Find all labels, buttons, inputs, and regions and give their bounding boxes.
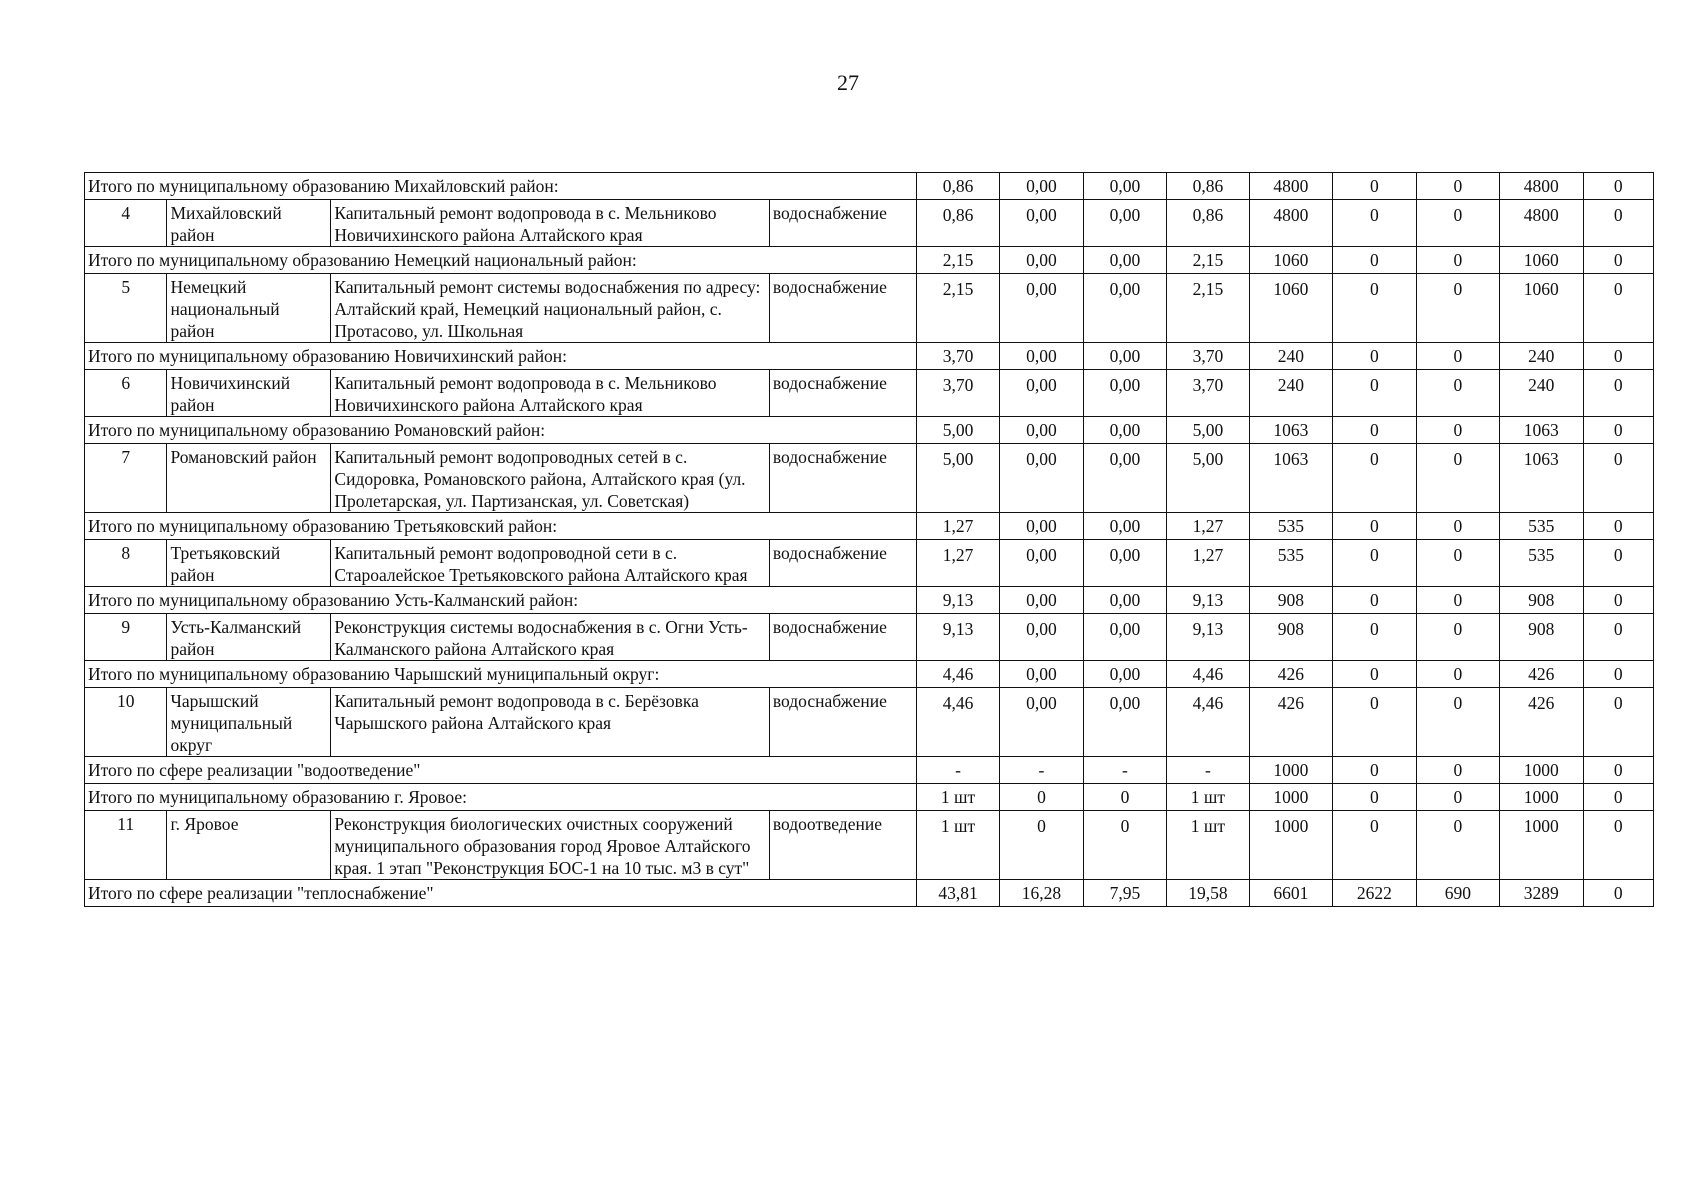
row-number: 7 — [85, 444, 167, 513]
total-label: Итого по муниципальному образованию Чарышский муниципальный округ: — [85, 661, 917, 688]
district-name: Михайловский район — [167, 200, 331, 247]
value-cell: 4800 — [1249, 200, 1332, 247]
value-cell: 0 — [1583, 614, 1653, 661]
sphere-name: водоснабжение — [769, 200, 916, 247]
value-cell: 240 — [1249, 343, 1332, 370]
value-cell: 0,00 — [1000, 513, 1083, 540]
value-cell: 1,27 — [916, 540, 999, 587]
value-cell: 0,86 — [1167, 173, 1249, 200]
value-cell: 0 — [1333, 247, 1416, 274]
value-cell: 1060 — [1249, 247, 1332, 274]
value-cell: 535 — [1500, 540, 1583, 587]
value-cell: 4,46 — [1167, 661, 1249, 688]
value-cell: 908 — [1500, 614, 1583, 661]
value-cell: 1000 — [1249, 784, 1332, 811]
value-cell: 0 — [1333, 343, 1416, 370]
district-name: Третьяковский район — [167, 540, 331, 587]
value-cell: 0 — [1583, 880, 1653, 907]
sphere-name: водоснабжение — [769, 688, 916, 757]
value-cell: 0 — [1333, 688, 1416, 757]
project-row — [85, 688, 1654, 757]
row-number: 4 — [85, 200, 167, 247]
row-number: 5 — [85, 274, 167, 343]
value-cell: 535 — [1249, 513, 1332, 540]
value-cell: 0 — [1416, 417, 1499, 444]
total-label: Итого по муниципальному образованию Новичихинский район: — [85, 343, 917, 370]
district-name: Новичихинский район — [167, 370, 331, 417]
row-number: 8 — [85, 540, 167, 587]
value-cell: 0 — [1416, 614, 1499, 661]
project-row — [85, 274, 1654, 343]
value-cell: 0 — [1083, 784, 1166, 811]
value-cell: 1 шт — [916, 784, 999, 811]
value-cell: 2,15 — [916, 274, 999, 343]
value-cell: 3289 — [1500, 880, 1583, 907]
total-label: Итого по сфере реализации "водоотведение" — [85, 757, 917, 784]
value-cell: 0 — [1583, 247, 1653, 274]
value-cell: 1,27 — [1167, 513, 1249, 540]
value-cell: 0 — [1333, 757, 1416, 784]
value-cell: 4,46 — [1167, 688, 1249, 757]
value-cell: 2,15 — [916, 247, 999, 274]
value-cell: 0,00 — [1000, 417, 1083, 444]
value-cell: 1063 — [1500, 417, 1583, 444]
value-cell: 0,00 — [1083, 614, 1166, 661]
total-row — [85, 661, 1654, 688]
value-cell: 0,00 — [1083, 540, 1166, 587]
value-cell: 0,00 — [1083, 587, 1166, 614]
total-row — [85, 513, 1654, 540]
value-cell: 1060 — [1249, 274, 1332, 343]
project-description: Капитальный ремонт водопровода в с. Берёзовка Чарышского района Алтайского края — [331, 688, 770, 757]
total-row — [85, 784, 1654, 811]
value-cell: 0 — [1416, 444, 1499, 513]
row-number: 10 — [85, 688, 167, 757]
value-cell: 43,81 — [916, 880, 999, 907]
value-cell: 4800 — [1249, 173, 1332, 200]
total-row — [85, 587, 1654, 614]
value-cell: 0,00 — [1000, 587, 1083, 614]
value-cell: 0 — [1333, 661, 1416, 688]
sphere-name: водоснабжение — [769, 614, 916, 661]
total-row — [85, 173, 1654, 200]
row-number: 11 — [85, 811, 167, 880]
value-cell: - — [1167, 757, 1249, 784]
value-cell: 0 — [1333, 417, 1416, 444]
total-label: Итого по муниципальному образованию Романовский район: — [85, 417, 917, 444]
value-cell: 5,00 — [1167, 444, 1249, 513]
value-cell: 1063 — [1249, 444, 1332, 513]
value-cell: 3,70 — [1167, 370, 1249, 417]
value-cell: 1,27 — [1167, 540, 1249, 587]
value-cell: 9,13 — [916, 587, 999, 614]
value-cell: 0 — [1333, 513, 1416, 540]
value-cell: 1000 — [1249, 757, 1332, 784]
value-cell: 0 — [1416, 247, 1499, 274]
value-cell: 0 — [1583, 370, 1653, 417]
district-name: Усть-Калманский район — [167, 614, 331, 661]
value-cell: - — [1000, 757, 1083, 784]
value-cell: 426 — [1500, 688, 1583, 757]
value-cell: 0,00 — [1083, 343, 1166, 370]
value-cell: 4,46 — [916, 688, 999, 757]
value-cell: 0,00 — [1000, 200, 1083, 247]
value-cell: 0,00 — [1083, 247, 1166, 274]
value-cell: - — [1083, 757, 1166, 784]
value-cell: 0,00 — [1083, 200, 1166, 247]
value-cell: 2,15 — [1167, 274, 1249, 343]
value-cell: 0 — [1416, 757, 1499, 784]
value-cell: 0 — [1583, 757, 1653, 784]
value-cell: 1063 — [1249, 417, 1332, 444]
project-row — [85, 614, 1654, 661]
value-cell: 0 — [1416, 811, 1499, 880]
value-cell: 0 — [1583, 200, 1653, 247]
value-cell: 240 — [1500, 343, 1583, 370]
value-cell: 2,15 — [1167, 247, 1249, 274]
district-name: г. Яровое — [167, 811, 331, 880]
project-description: Реконструкция биологических очистных сооружений муниципального образования город Яровое Алтайского края. 1 этап "Реконструкция БОС-1 на 10 тыс. м3 в сут" — [331, 811, 770, 880]
value-cell: 690 — [1416, 880, 1499, 907]
value-cell: 535 — [1500, 513, 1583, 540]
value-cell: 0 — [1583, 811, 1653, 880]
value-cell: 0 — [1333, 274, 1416, 343]
value-cell: 1000 — [1500, 784, 1583, 811]
project-description: Капитальный ремонт системы водоснабжения по адресу: Алтайский край, Немецкий национальный район, с. Протасово, ул. Школьная — [331, 274, 770, 343]
district-name: Чарышский муниципальный округ — [167, 688, 331, 757]
value-cell: 0 — [1333, 784, 1416, 811]
value-cell: 0,00 — [1000, 688, 1083, 757]
value-cell: 1 шт — [1167, 811, 1249, 880]
value-cell: 240 — [1249, 370, 1332, 417]
value-cell: 908 — [1500, 587, 1583, 614]
value-cell: 0,00 — [1083, 417, 1166, 444]
value-cell: 3,70 — [916, 370, 999, 417]
value-cell: 1 шт — [1167, 784, 1249, 811]
total-row — [85, 343, 1654, 370]
value-cell: 0 — [1333, 370, 1416, 417]
value-cell: 0 — [1416, 343, 1499, 370]
sphere-name: водоснабжение — [769, 540, 916, 587]
value-cell: 3,70 — [916, 343, 999, 370]
total-label: Итого по муниципальному образованию Третьяковский район: — [85, 513, 917, 540]
value-cell: 5,00 — [1167, 417, 1249, 444]
project-description: Капитальный ремонт водопровода в с. Мельниково Новичихинского района Алтайского края — [331, 370, 770, 417]
value-cell: 0 — [1583, 540, 1653, 587]
value-cell: 0 — [1583, 274, 1653, 343]
project-row — [85, 540, 1654, 587]
value-cell: 1,27 — [916, 513, 999, 540]
value-cell: 0 — [1416, 661, 1499, 688]
value-cell: 0,00 — [1000, 444, 1083, 513]
value-cell: 3,70 — [1167, 343, 1249, 370]
value-cell: 426 — [1500, 661, 1583, 688]
sphere-name: водоснабжение — [769, 274, 916, 343]
value-cell: 0 — [1416, 200, 1499, 247]
value-cell: 0 — [1000, 811, 1083, 880]
value-cell: 0,00 — [1000, 540, 1083, 587]
value-cell: 0 — [1000, 784, 1083, 811]
value-cell: 535 — [1249, 540, 1332, 587]
value-cell: 240 — [1500, 370, 1583, 417]
value-cell: 9,13 — [1167, 587, 1249, 614]
value-cell: 1000 — [1249, 811, 1332, 880]
value-cell: 16,28 — [1000, 880, 1083, 907]
investment-program-table — [84, 172, 1654, 907]
project-description: Капитальный ремонт водопроводной сети в с. Староалейское Третьяковского района Алтайского края — [331, 540, 770, 587]
value-cell: 0 — [1583, 417, 1653, 444]
total-row — [85, 880, 1654, 907]
value-cell: 908 — [1249, 587, 1332, 614]
value-cell: 0 — [1583, 661, 1653, 688]
project-description: Реконструкция системы водоснабжения в с. Огни Усть-Калманского района Алтайского края — [331, 614, 770, 661]
row-number: 6 — [85, 370, 167, 417]
district-name: Романовский район — [167, 444, 331, 513]
value-cell: 0,00 — [1000, 173, 1083, 200]
value-cell: 0,00 — [1083, 444, 1166, 513]
value-cell: 9,13 — [1167, 614, 1249, 661]
value-cell: 6601 — [1249, 880, 1332, 907]
value-cell: 5,00 — [916, 417, 999, 444]
total-row — [85, 417, 1654, 444]
total-label: Итого по сфере реализации "теплоснабжение" — [85, 880, 917, 907]
value-cell: 0 — [1583, 343, 1653, 370]
district-name: Немецкий национальный район — [167, 274, 331, 343]
value-cell: 0 — [1083, 811, 1166, 880]
value-cell: 0,86 — [916, 173, 999, 200]
value-cell: 0 — [1416, 540, 1499, 587]
total-row — [85, 757, 1654, 784]
project-row — [85, 200, 1654, 247]
value-cell: 0 — [1416, 784, 1499, 811]
value-cell: 0,00 — [1083, 688, 1166, 757]
value-cell: 0,00 — [1083, 513, 1166, 540]
project-row — [85, 444, 1654, 513]
value-cell: 0 — [1583, 513, 1653, 540]
value-cell: 0 — [1333, 811, 1416, 880]
value-cell: 0 — [1416, 688, 1499, 757]
value-cell: 0,00 — [1000, 274, 1083, 343]
value-cell: 0 — [1333, 200, 1416, 247]
value-cell: 0,00 — [1083, 173, 1166, 200]
value-cell: 0 — [1333, 614, 1416, 661]
value-cell: 2622 — [1333, 880, 1416, 907]
value-cell: 0 — [1333, 444, 1416, 513]
value-cell: 0,00 — [1083, 274, 1166, 343]
total-label: Итого по муниципальному образованию Усть-Калманский район: — [85, 587, 917, 614]
project-description: Капитальный ремонт водопроводных сетей в с. Сидоровка, Романовского района, Алтайского края (ул. Пролетарская, ул. Партизанская, ул. Советская) — [331, 444, 770, 513]
value-cell: 0,00 — [1083, 661, 1166, 688]
value-cell: 0 — [1416, 274, 1499, 343]
value-cell: 0,00 — [1083, 370, 1166, 417]
value-cell: 5,00 — [916, 444, 999, 513]
value-cell: 0 — [1583, 688, 1653, 757]
value-cell: 0,00 — [1000, 370, 1083, 417]
value-cell: 0 — [1416, 513, 1499, 540]
total-label: Итого по муниципальному образованию Михайловский район: — [85, 173, 917, 200]
value-cell: 4800 — [1500, 173, 1583, 200]
value-cell: 0 — [1583, 784, 1653, 811]
total-label: Итого по муниципальному образованию Немецкий национальный район: — [85, 247, 917, 274]
value-cell: 0,86 — [1167, 200, 1249, 247]
value-cell: 0 — [1333, 173, 1416, 200]
value-cell: 0,00 — [1000, 661, 1083, 688]
row-number: 9 — [85, 614, 167, 661]
value-cell: 4,46 — [916, 661, 999, 688]
total-row — [85, 247, 1654, 274]
sphere-name: водоснабжение — [769, 370, 916, 417]
value-cell: 0 — [1416, 173, 1499, 200]
value-cell: 1063 — [1500, 444, 1583, 513]
total-label: Итого по муниципальному образованию г. Яровое: — [85, 784, 917, 811]
value-cell: 1 шт — [916, 811, 999, 880]
value-cell: 908 — [1249, 614, 1332, 661]
value-cell: 426 — [1249, 688, 1332, 757]
value-cell: 1060 — [1500, 247, 1583, 274]
sphere-name: водоснабжение — [769, 444, 916, 513]
value-cell: 0 — [1583, 444, 1653, 513]
value-cell: 0,00 — [1000, 614, 1083, 661]
value-cell: 0 — [1416, 370, 1499, 417]
value-cell: 0,00 — [1000, 343, 1083, 370]
value-cell: - — [916, 757, 999, 784]
value-cell: 7,95 — [1083, 880, 1166, 907]
value-cell: 0 — [1583, 587, 1653, 614]
project-description: Капитальный ремонт водопровода в с. Мельниково Новичихинского района Алтайского края — [331, 200, 770, 247]
value-cell: 9,13 — [916, 614, 999, 661]
value-cell: 19,58 — [1167, 880, 1249, 907]
sphere-name: водоотведение — [769, 811, 916, 880]
value-cell: 0 — [1333, 540, 1416, 587]
project-row — [85, 370, 1654, 417]
value-cell: 4800 — [1500, 200, 1583, 247]
value-cell: 1000 — [1500, 757, 1583, 784]
value-cell: 0,86 — [916, 200, 999, 247]
value-cell: 0 — [1416, 587, 1499, 614]
value-cell: 1000 — [1500, 811, 1583, 880]
value-cell: 0 — [1333, 587, 1416, 614]
value-cell: 426 — [1249, 661, 1332, 688]
value-cell: 0 — [1583, 173, 1653, 200]
project-row — [85, 811, 1654, 880]
page-number: 27 — [837, 70, 859, 95]
value-cell: 0,00 — [1000, 247, 1083, 274]
value-cell: 1060 — [1500, 274, 1583, 343]
